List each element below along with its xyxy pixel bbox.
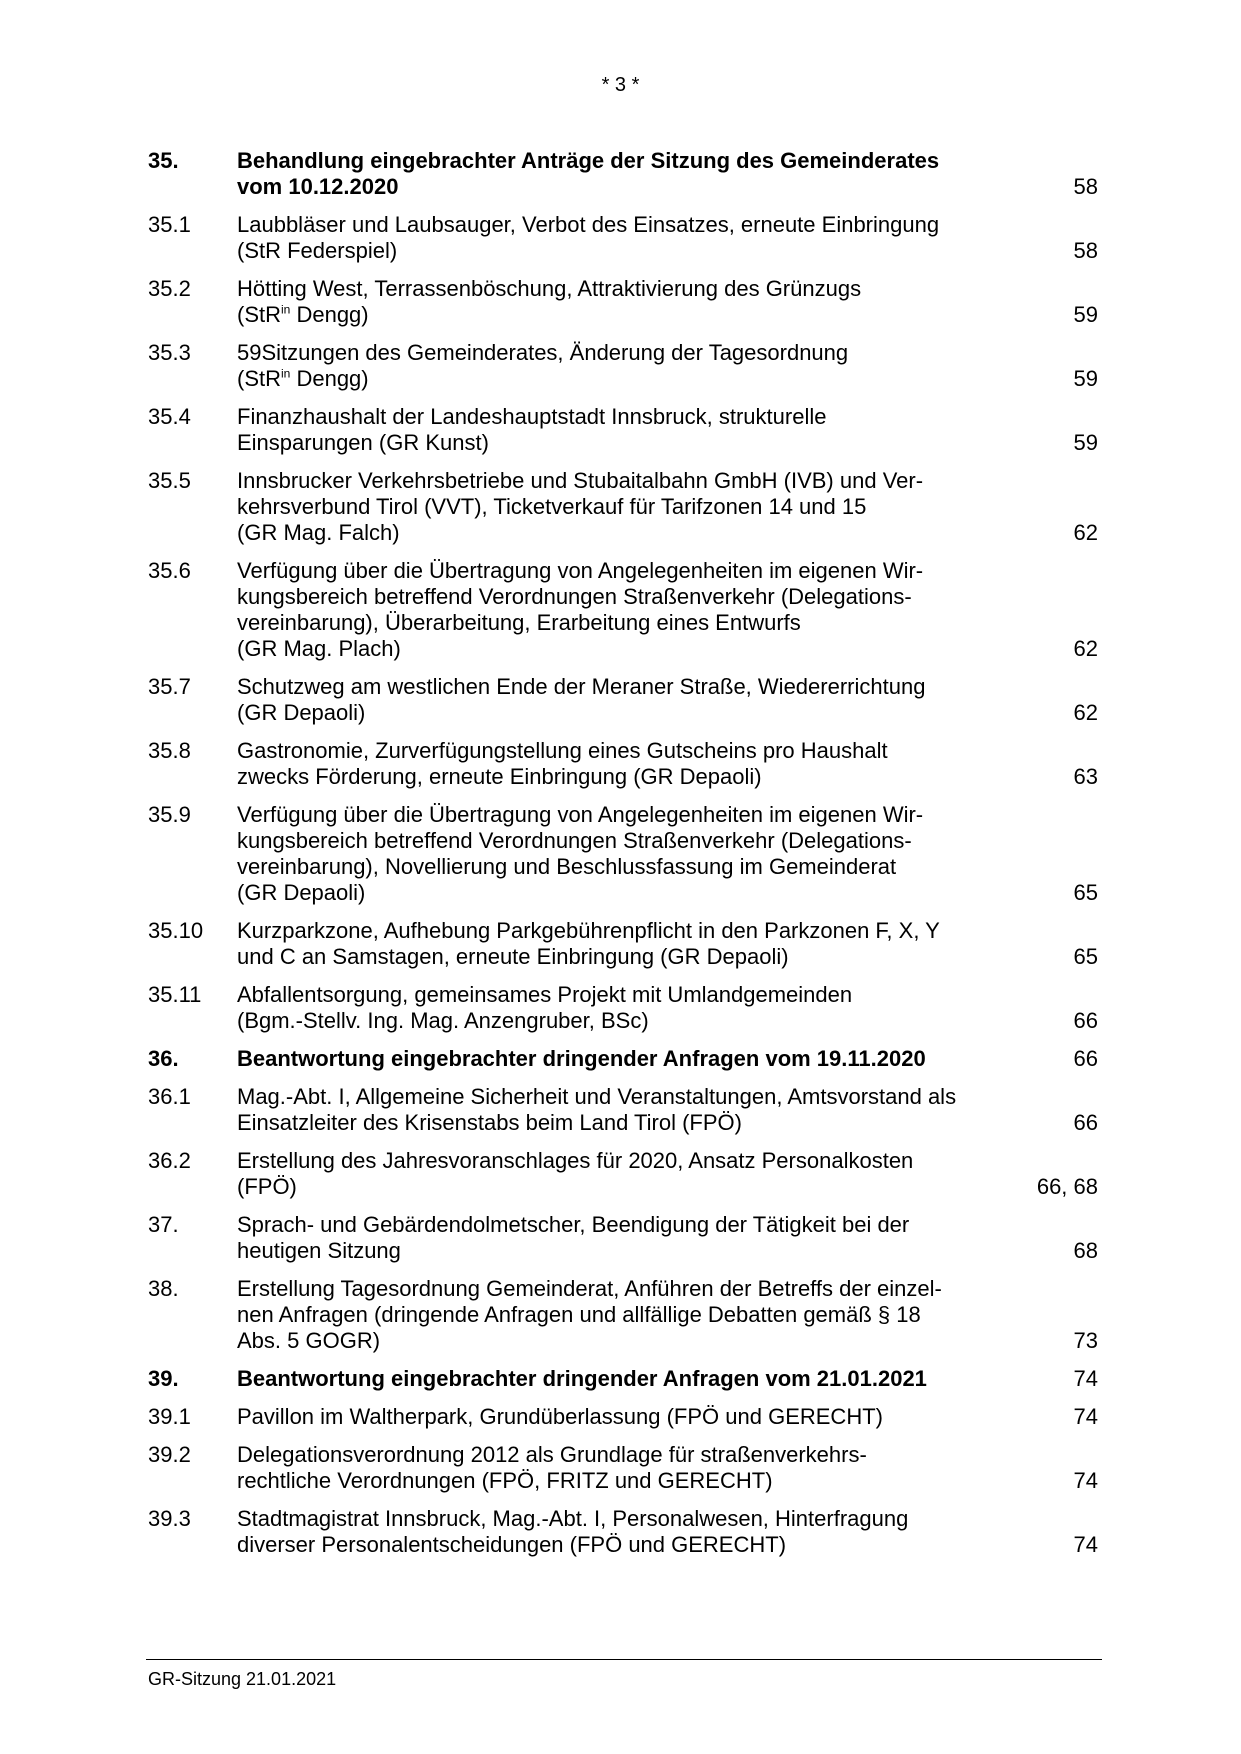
page-number: * 3 * [601, 74, 640, 96]
toc-entry-author-superscript: in [281, 366, 291, 381]
toc-entry-title [237, 1506, 1007, 1558]
toc-entry-title [237, 1404, 1007, 1430]
footer-text: GR-Sitzung 21.01.2021 [148, 1669, 337, 1689]
toc-entry-number: 37. [148, 1212, 179, 1237]
toc-entry [148, 1046, 1098, 1072]
toc-entry-page: 62 [1073, 700, 1098, 725]
toc-entry-title-text: Sprach- und Gebärdendolmetscher, Beendigung der Tätigkeit bei der heutigen Sitzung [237, 1212, 910, 1263]
toc-entry-title-text: Beantwortung eingebrachter dringender Anfragen vom 21.01.2021 [237, 1366, 927, 1391]
toc-entry-number: 35.9 [148, 802, 191, 827]
toc-entry-title-text: Mag.-Abt. I, Allgemeine Sicherheit und Veranstaltungen, Amtsvorstand als Einsatzleiter des Krisenstabs beim Land Tirol (FPÖ) [237, 1084, 957, 1135]
toc-entry-page: 59 [1073, 366, 1098, 391]
toc-entry-title-text: Innsbrucker Verkehrsbetriebe und Stubaitalbahn GmbH (IVB) und Ver- kehrsverbund Tirol (VVT), Ticketverkauf für Tarifzonen 14 und 15 (GR Mag. Falch) [237, 468, 924, 545]
toc-entry-number: 39.3 [148, 1506, 191, 1531]
toc-entry [148, 212, 1098, 264]
table-of-contents [148, 148, 1098, 1570]
toc-entry-title [237, 276, 1007, 328]
toc-entry [148, 148, 1098, 200]
toc-entry-title-text: Erstellung Tagesordnung Gemeinderat, Anführen der Betreffs der einzel- nen Anfragen (dringende Anfragen und allfällige Debatten gemäß § 18 Abs. 5 GOGR) [237, 1276, 942, 1353]
toc-entry-page: 62 [1073, 636, 1098, 661]
toc-entry [148, 1404, 1098, 1430]
toc-entry-title [237, 1046, 1007, 1072]
footer-divider [146, 1659, 1102, 1660]
toc-entry [148, 1366, 1098, 1392]
toc-entry-title [237, 468, 1007, 546]
toc-entry-title-text: 59Sitzungen des Gemeinderates, Änderung der Tagesordnung [237, 340, 849, 365]
toc-entry-page: 59 [1073, 430, 1098, 455]
toc-entry-title-text: Finanzhaushalt der Landeshauptstadt Innsbruck, strukturelle Einsparungen (GR Kunst) [237, 404, 827, 455]
toc-entry-number: 36.1 [148, 1084, 191, 1109]
toc-entry-number: 35.4 [148, 404, 191, 429]
toc-entry-title [237, 1366, 1007, 1392]
toc-entry-page: 65 [1073, 944, 1098, 969]
toc-entry-page: 63 [1073, 764, 1098, 789]
toc-entry-title [237, 558, 1007, 662]
toc-entry-page: 66 [1073, 1008, 1098, 1033]
toc-entry-title-text: Behandlung eingebrachter Anträge der Sitzung des Gemeinderates vom 10.12.2020 [237, 148, 940, 199]
toc-entry-number: 35.7 [148, 674, 191, 699]
toc-entry-title [237, 1084, 1007, 1136]
toc-entry-title-text: Verfügung über die Übertragung von Angelegenheiten im eigenen Wir- kungsbereich betreffend Verordnungen Straßenverkehr (Delegations- vereinbarung), Überarbeitung, Erarbeitung eines Entwurfs (GR Mag. Plach) [237, 558, 924, 661]
toc-entry-title [237, 674, 1007, 726]
toc-entry-page: 65 [1073, 880, 1098, 905]
toc-entry-title-text: Pavillon im Waltherpark, Grundüberlassung (FPÖ und GERECHT) [237, 1404, 883, 1429]
toc-entry-number: 36.2 [148, 1148, 191, 1173]
toc-entry-title [237, 1442, 1007, 1494]
toc-entry-page: 74 [1073, 1404, 1098, 1429]
toc-entry-author: (StR [237, 302, 281, 327]
toc-entry-number: 39.1 [148, 1404, 191, 1429]
toc-entry-number: 36. [148, 1046, 179, 1071]
toc-entry [148, 982, 1098, 1034]
toc-entry-page: 73 [1073, 1328, 1098, 1353]
toc-entry-page: 59 [1073, 302, 1098, 327]
toc-entry [148, 1506, 1098, 1558]
toc-entry-title [237, 982, 1007, 1034]
toc-entry-number: 35.11 [148, 982, 202, 1007]
toc-entry-title-text: Hötting West, Terrassenböschung, Attraktivierung des Grünzugs [237, 276, 862, 301]
toc-entry-page: 74 [1073, 1366, 1098, 1391]
toc-entry-title [237, 802, 1007, 906]
toc-entry-title [237, 738, 1007, 790]
toc-entry-title [237, 212, 1007, 264]
toc-entry-title [237, 1148, 1007, 1200]
toc-entry-number: 35.10 [148, 918, 204, 943]
toc-entry-title-text: Kurzparkzone, Aufhebung Parkgebührenpflicht in den Parkzonen F, X, Y und C an Samstagen, erneute Einbringung (GR Depaoli) [237, 918, 940, 969]
toc-entry-page: 58 [1073, 174, 1098, 199]
toc-entry-title [237, 404, 1007, 456]
toc-entry-page: 66 [1073, 1046, 1098, 1071]
toc-entry [148, 404, 1098, 456]
toc-entry-number: 35.8 [148, 738, 191, 763]
toc-entry [148, 1148, 1098, 1200]
toc-entry-title-text: Verfügung über die Übertragung von Angelegenheiten im eigenen Wir- kungsbereich betreffend Verordnungen Straßenverkehr (Delegations- vereinbarung), Novellierung und Beschlussfassung im Gemeinderat (GR Depaoli) [237, 802, 924, 905]
toc-entry-page: 58 [1073, 238, 1098, 263]
toc-entry [148, 276, 1098, 328]
toc-entry [148, 558, 1098, 662]
toc-entry-title-text: Abfallentsorgung, gemeinsames Projekt mit Umlandgemeinden (Bgm.-Stellv. Ing. Mag. Anzengruber, BSc) [237, 982, 853, 1033]
toc-entry-title [237, 918, 1007, 970]
toc-entry-title-text: Delegationsverordnung 2012 als Grundlage für straßenverkehrs- rechtliche Verordnungen (FPÖ, FRITZ und GERECHT) [237, 1442, 867, 1493]
toc-entry-title [237, 340, 1007, 392]
toc-entry-page: 74 [1073, 1532, 1098, 1557]
toc-entry-title-text: Laubbläser und Laubsauger, Verbot des Einsatzes, erneute Einbringung (StR Federspiel) [237, 212, 940, 263]
toc-entry-number: 38. [148, 1276, 179, 1301]
toc-entry-page: 68 [1073, 1238, 1098, 1263]
toc-entry-page: 74 [1073, 1468, 1098, 1493]
toc-entry-title-text: Stadtmagistrat Innsbruck, Mag.-Abt. I, Personalwesen, Hinterfragung diverser Personalentscheidungen (FPÖ und GERECHT) [237, 1506, 909, 1557]
toc-entry-number: 35. [148, 148, 179, 173]
toc-entry-title [237, 1276, 1007, 1354]
toc-entry-number: 35.1 [148, 212, 191, 237]
toc-entry-author-superscript: in [281, 302, 291, 317]
toc-entry-author: (StR [237, 366, 281, 391]
toc-entry [148, 674, 1098, 726]
toc-entry [148, 340, 1098, 392]
toc-entry-number: 39. [148, 1366, 179, 1391]
toc-entry-number: 35.6 [148, 558, 191, 583]
toc-entry [148, 1442, 1098, 1494]
toc-entry-title-text: Beantwortung eingebrachter dringender Anfragen vom 19.11.2020 [237, 1046, 926, 1071]
toc-entry-number: 35.5 [148, 468, 191, 493]
toc-entry [148, 1212, 1098, 1264]
toc-entry [148, 1084, 1098, 1136]
toc-entry-title [237, 148, 1007, 200]
toc-entry-number: 35.3 [148, 340, 191, 365]
toc-entry-title [237, 1212, 1007, 1264]
toc-entry [148, 738, 1098, 790]
toc-entry-author-name: Dengg) [290, 366, 369, 391]
toc-entry [148, 1276, 1098, 1354]
toc-entry [148, 918, 1098, 970]
toc-entry-page: 62 [1073, 520, 1098, 545]
toc-entry [148, 802, 1098, 906]
toc-entry-title-text: Gastronomie, Zurverfügungstellung eines Gutscheins pro Haushalt zwecks Förderung, erneute Einbringung (GR Depaoli) [237, 738, 888, 789]
toc-entry-author-name: Dengg) [290, 302, 369, 327]
toc-entry [148, 468, 1098, 546]
toc-entry-title-text: Erstellung des Jahresvoranschlages für 2020, Ansatz Personalkosten (FPÖ) [237, 1148, 914, 1199]
toc-entry-title-text: Schutzweg am westlichen Ende der Meraner Straße, Wiedererrichtung (GR Depaoli) [237, 674, 926, 725]
toc-entry-page: 66 [1073, 1110, 1098, 1135]
toc-entry-number: 35.2 [148, 276, 191, 301]
toc-entry-page: 66, 68 [1036, 1174, 1098, 1199]
toc-entry-number: 39.2 [148, 1442, 191, 1467]
